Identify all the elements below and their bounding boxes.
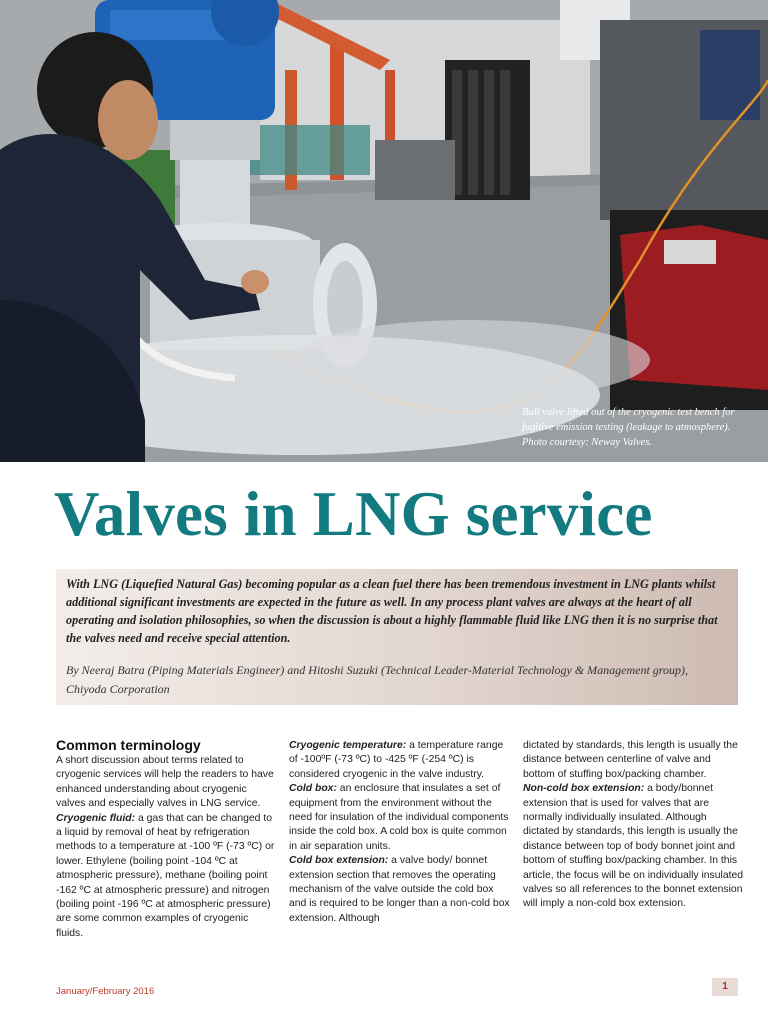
term-definition: an enclosure that insulates a set of equipment from the environment without the need for insulation of the individual components inside the cold box. A cold box is quite common in air separation units. xyxy=(289,783,509,852)
term-label: Non-cold box extension: xyxy=(523,783,645,795)
issue-date: January/February 2016 xyxy=(56,986,155,997)
intro-paragraph: With LNG (Liquefied Natural Gas) becoming popular as a clean fuel there has been tremendous investment in LNG plants whilst additional significant investments are expected in the future as well. In any process plant valves are always at the heart of all operating and isolation philosophies, so when the discussion is about a highly flammable fluid like LNG then it is no surprise that the valves need and receive special attention. xyxy=(66,577,718,645)
photo-caption: Ball valve lifted out of the cryogenic test bench for fugitive emission testing (leakage to atmosphere). Photo courtesy: Neway Valves. xyxy=(522,407,735,448)
body-column-3 xyxy=(523,739,745,912)
term-definition: a temperature range of -100ºF (-73 ºC) to -425 ºF (-254 ºC) is considered cryogenic in the valve industry. xyxy=(289,740,504,780)
term-label: Cryogenic fluid: xyxy=(56,812,136,824)
term-definition: a body/bonnet extension that is used for valves that are normally individually insulated. Although dictated by standards, this length is usually the distance between top of body bonnet joint and bottom of stuffing box/packing chamber. In this article, the focus will be on individually insulated valves so all references to the bonnet extension will imply a non-cold box extension. xyxy=(523,783,744,910)
definition-cryogenic-temperature xyxy=(289,739,511,782)
body-column-2 xyxy=(289,739,511,926)
article-title: Valves in LNG service xyxy=(54,479,653,549)
term-definition: a valve body/ bonnet extension section that removes the operating mechanism of the valve outside the cold box and is required to be longer than a non-cold box extension. Although xyxy=(289,855,510,924)
body-paragraph xyxy=(523,739,745,782)
author-byline: By Neeraj Batra (Piping Materials Engineer) and Hitoshi Suzuki (Technical Leader-Material Technology & Management group), Chiyoda Corporation xyxy=(66,663,689,696)
body-paragraph xyxy=(56,754,278,812)
page-number: 1 xyxy=(712,978,738,996)
definition-cryogenic-fluid xyxy=(56,812,278,942)
hero-photo xyxy=(0,0,768,462)
definition-cold-box-extension xyxy=(289,854,511,926)
continued-text: dictated by standards, this length is usually the distance between centerline of valve and bottom of stuffing box/packing chamber. xyxy=(523,740,738,780)
term-label: Cryogenic temperature: xyxy=(289,740,407,751)
term-definition: a gas that can be changed to a liquid by removal of heat by refrigeration methods to a temperature at -100 ºF (-73 ºC) or lower. Ethylene (boiling point -104 ºC at atmospheric pressure), methane (boiling point -162 ºC at atmospheric pressure) and nitrogen (boiling point -196 ºC at atmospheric pressure) are some common examples of cryogenic fluids. xyxy=(56,812,275,939)
section-heading: Common terminology xyxy=(56,737,201,753)
term-label: Cold box extension: xyxy=(289,855,389,867)
definition-non-cold-box-extension xyxy=(523,782,745,912)
photo-illustration xyxy=(0,0,768,462)
body-column-1 xyxy=(56,736,278,941)
term-label: Cold box: xyxy=(289,783,337,795)
intro-text: A short discussion about terms related to cryogenic services will help the readers to have enhanced understanding about cryogenic valves and especially valves in LNG service. xyxy=(56,755,274,810)
intro-box xyxy=(56,569,738,705)
definition-cold-box xyxy=(289,782,511,854)
